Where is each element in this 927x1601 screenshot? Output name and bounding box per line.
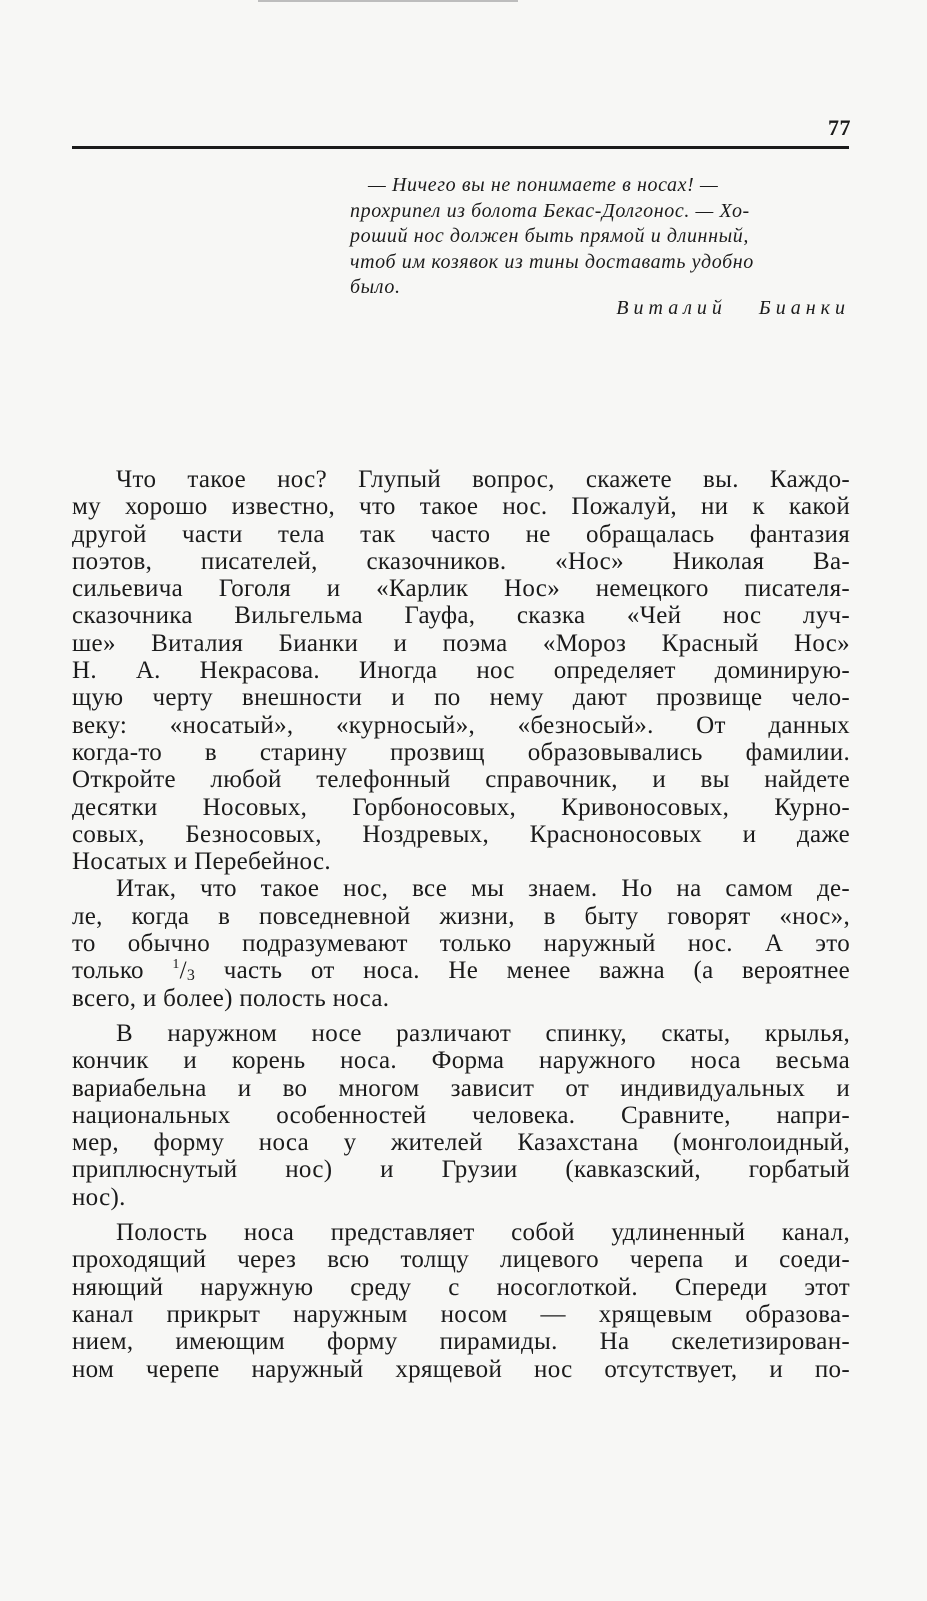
- body-text: [72, 466, 850, 1383]
- text-line-fraction: [72, 957, 850, 984]
- text-line: нос).: [72, 1183, 126, 1211]
- page-top-edge: [258, 0, 518, 2]
- text-line: когда-то в старину прозвищ образовывались фамилии.: [72, 738, 850, 766]
- text-line: нием, имеющим форму пирамиды. На скелетизирован-: [72, 1328, 850, 1356]
- text-line: Откройте любой телефонный справочник, и вы найдете: [72, 766, 850, 794]
- text-line: Итак, что такое нос, все мы знаем. Но на самом де-: [116, 875, 850, 903]
- text-line: то обычно подразумевают только наружный нос. А это: [72, 930, 850, 958]
- text-line: Полость носа представляет собой удлиненный канал,: [116, 1219, 850, 1247]
- text-line: Носатых и Перебейнос.: [72, 848, 331, 876]
- text-line: веку: «носатый», «курносый», «безносый». От данных: [72, 711, 850, 739]
- fraction-numerator: 1: [172, 957, 180, 973]
- header-rule: [72, 146, 849, 149]
- epigraph-line: было.: [350, 276, 401, 298]
- text-line: поэтов, писателей, сказочников. «Нос» Николая Ва-: [72, 547, 850, 575]
- epigraph-line: роший нос должен быть прямой и длинный,: [350, 225, 749, 247]
- text-line: му хорошо известно, что такое нос. Пожалуй, ни к какой: [72, 493, 850, 521]
- text-line: другой части тела так часто не обращалась фантазия: [72, 520, 850, 548]
- epigraph-line: — Ничего вы не понимаете в носах! —: [368, 174, 719, 196]
- epigraph: [350, 173, 850, 301]
- text-line: национальных особенностей человека. Сравните, напри-: [72, 1101, 850, 1129]
- text-line: Н. А. Некрасова. Иногда нос определяет доминирую-: [72, 657, 850, 685]
- text-fragment: только: [72, 957, 173, 985]
- text-line: всего, и более) полость носа.: [72, 984, 390, 1012]
- text-line: ле, когда в повседневной жизни, в быту говорят «нос»,: [72, 902, 850, 930]
- text-line: сильевича Гоголя и «Карлик Нос» немецкого писателя-: [72, 575, 850, 603]
- text-line: приплюснутый нос) и Грузии (кавказский, горбатый: [72, 1156, 850, 1184]
- epigraph-author: Виталий Бианки: [616, 297, 850, 319]
- fraction-slash: /: [179, 957, 187, 985]
- fraction-denominator: 3: [186, 967, 196, 985]
- text-line: десятки Носовых, Горбоносовых, Кривоносовых, Курно-: [72, 793, 850, 821]
- text-line: вариабельна и во многом зависит от индивидуальных и: [72, 1074, 850, 1102]
- epigraph-line: чтоб им козявок из тины доставать удобно: [350, 250, 754, 273]
- epigraph-line: прохрипел из болота Бекас-Долгонос. — Хо-: [350, 199, 750, 222]
- paragraph-gap: [72, 1211, 850, 1219]
- text-line: сказочника Вильгельма Гауфа, сказка «Чей нос луч-: [72, 602, 850, 630]
- text-line: мер, форму носа у жителей Казахстана (монголоидный,: [72, 1129, 850, 1157]
- text-line: В наружном носе различают спинку, скаты, крылья,: [116, 1019, 850, 1047]
- text-line: кончик и корень носа. Форма наружного носа весьма: [72, 1047, 850, 1075]
- text-line: ше» Виталия Бианки и поэма «Мороз Красный Нос»: [72, 629, 850, 657]
- text-line: щую черту внешности и по нему дают прозвище чело-: [72, 684, 850, 712]
- text-line: совых, Безносовых, Ноздревых, Красноносовых и даже: [72, 820, 850, 848]
- text-line: Что такое нос? Глупый вопрос, скажете вы. Каждо-: [116, 466, 850, 493]
- text-line: канал прикрыт наружным носом — хрящевым образова-: [72, 1300, 850, 1328]
- paragraph-gap: [72, 1012, 850, 1020]
- text-line: проходящий через всю толщу лицевого черепа и соеди-: [72, 1246, 850, 1274]
- text-line: ном черепе наружный хрящевой нос отсутствует, и по-: [72, 1355, 850, 1383]
- text-line: няющий наружную среду с носоглоткой. Спереди этот: [72, 1273, 850, 1301]
- page-number: 77: [828, 115, 851, 140]
- text-fragment: часть от носа. Не менее важна (а вероятнее: [195, 957, 850, 985]
